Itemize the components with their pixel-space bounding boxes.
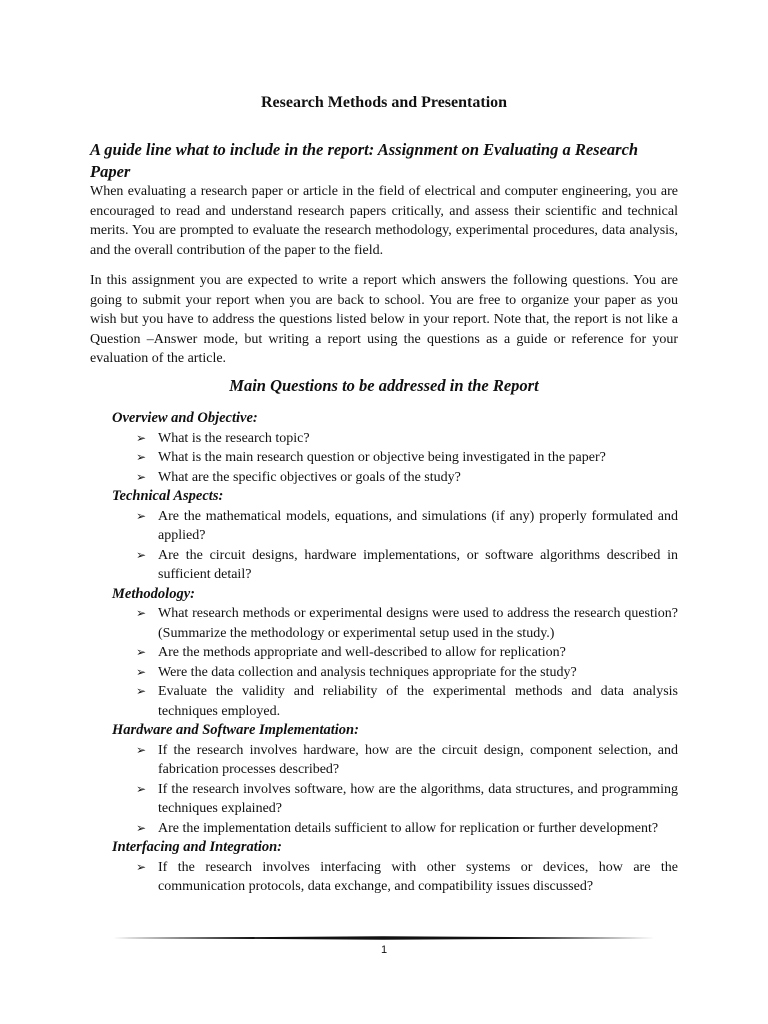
question-items — [112, 858, 678, 897]
question-text: If the research involves software, how are the algorithms, data structures, and programming techniques explained? — [158, 781, 678, 816]
arrow-bullet-icon: ➢ — [136, 606, 147, 620]
question-items — [112, 741, 678, 839]
question-item — [112, 819, 678, 839]
question-text: Are the circuit designs, hardware implementations, or software algorithms described in sufficient detail? — [158, 547, 678, 582]
arrow-bullet-icon: ➢ — [136, 450, 147, 464]
arrow-bullet-icon: ➢ — [136, 547, 147, 562]
arrow-bullet-icon: ➢ — [136, 781, 147, 796]
question-items — [112, 507, 678, 585]
question-item — [112, 682, 678, 721]
arrow-bullet-icon: ➢ — [136, 664, 147, 679]
question-text: If the research involves hardware, how are the circuit design, component selection, and fabrication processes described? — [158, 742, 678, 777]
question-text: What is the main research question or objective being investigated in the paper? — [158, 450, 606, 465]
document-subtitle: A guide line what to include in the report: Assignment on Evaluating a Research Paper — [90, 140, 639, 181]
question-item — [112, 546, 678, 585]
arrow-bullet-icon: ➢ — [136, 430, 147, 445]
category-heading: Hardware and Software Implementation: — [112, 722, 359, 738]
question-text: Evaluate the validity and reliability of the experimental methods and data analysis techniques employed. — [158, 684, 678, 719]
question-item — [112, 468, 678, 488]
arrow-bullet-icon: ➢ — [136, 508, 147, 523]
question-item — [112, 663, 678, 683]
question-item — [112, 604, 678, 643]
arrow-bullet-icon: ➢ — [136, 684, 147, 698]
category-heading: Interfacing and Integration: — [112, 839, 282, 855]
question-list — [112, 409, 678, 897]
category-heading: Methodology: — [112, 585, 195, 602]
document-title: Research Methods and Presentation — [260, 94, 508, 111]
question-text: Are the implementation details sufficient to allow for replication or further development? — [158, 820, 659, 836]
question-text: What are the specific objectives or goals of the study? — [158, 469, 461, 485]
section-heading: Main Questions to be addressed in the Report — [229, 376, 539, 395]
question-item — [112, 741, 678, 780]
arrow-bullet-icon: ➢ — [136, 859, 147, 874]
question-item — [112, 429, 678, 449]
question-text: What research methods or experimental designs were used to address the research question? (Summarize the methodology or experimental setup used in the study.) — [158, 606, 678, 641]
arrow-bullet-icon: ➢ — [136, 742, 147, 757]
category-heading: Overview and Objective: — [112, 410, 258, 426]
question-items — [112, 429, 678, 488]
question-item — [112, 858, 678, 897]
arrow-bullet-icon: ➢ — [136, 469, 147, 484]
question-items — [112, 604, 678, 721]
category-heading: Technical Aspects: — [112, 488, 224, 504]
question-item — [112, 780, 678, 819]
question-text: Are the methods appropriate and well-described to allow for replication? — [158, 645, 566, 660]
arrow-bullet-icon: ➢ — [136, 820, 147, 835]
question-item — [112, 448, 678, 468]
question-text: If the research involves interfacing with other systems or devices, how are the communication protocols, data exchange, and compatibility issues discussed? — [158, 859, 678, 894]
question-text: Are the mathematical models, equations, and simulations (if any) properly formulated and applied? — [158, 508, 678, 543]
question-item — [112, 643, 678, 663]
footer-rule — [113, 936, 655, 940]
question-text: Were the data collection and analysis techniques appropriate for the study? — [158, 664, 577, 680]
arrow-bullet-icon: ➢ — [136, 645, 147, 659]
page-number: 1 — [380, 944, 388, 956]
question-text: What is the research topic? — [158, 430, 310, 446]
question-item — [112, 507, 678, 546]
intro-paragraph: When evaluating a research paper or article in the field of electrical and computer engineering, you are encouraged to read and understand research papers critically, and assess their scientific and technical merits. You are prompted to evaluate the research methodology, experimental procedures, data analysis, and the overall contribution of the paper to the field. — [90, 184, 678, 258]
instructions-paragraph: In this assignment you are expected to write a report which answers the following questions. You are going to submit your report when you are back to school. You are free to organize your paper as you wish but you have to address the questions listed below in your report. Note that, the report is not like a Question –Answer mode, but writing a report using the questions as a guide or reference for your evaluation of the article. — [90, 273, 678, 366]
